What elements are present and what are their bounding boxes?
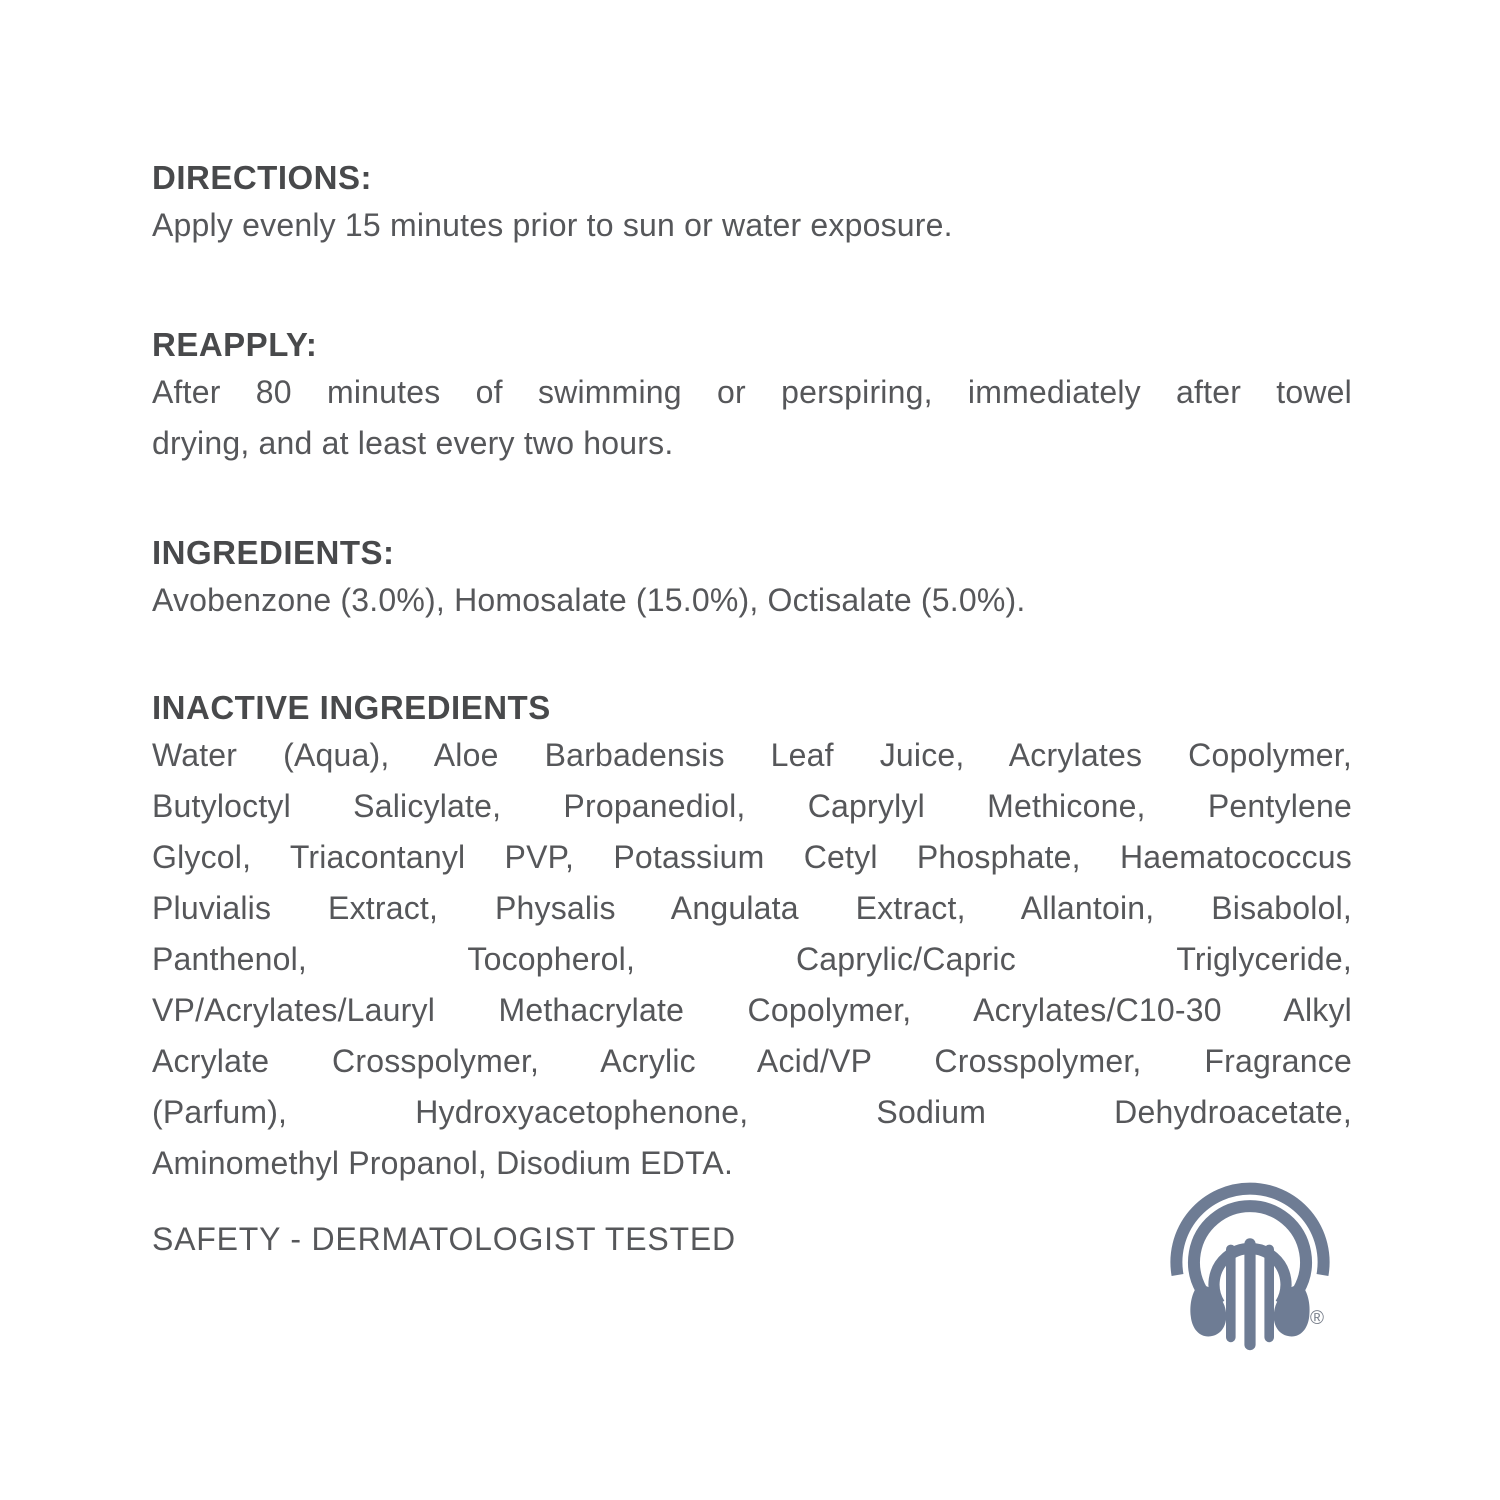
inactive-ingredients-heading: INACTIVE INGREDIENTS <box>152 689 551 726</box>
inactive-ingredients-line: Glycol, Triacontanyl PVP, Potassium Cetyl Phosphate, Haematococcus <box>152 839 1352 875</box>
section-ingredients <box>152 531 1352 626</box>
safety-statement: SAFETY - DERMATOLOGIST TESTED <box>152 1221 736 1257</box>
inactive-ingredients-line: Acrylate Crosspolymer, Acrylic Acid/VP Crosspolymer, Fragrance <box>152 1043 1352 1079</box>
label-text-column <box>152 156 1352 1261</box>
section-reapply <box>152 323 1352 469</box>
inactive-ingredients-line: Aminomethyl Propanol, Disodium EDTA. <box>152 1145 734 1181</box>
inactive-ingredients-line: (Parfum), Hydroxyacetophenone, Sodium Dehydroacetate, <box>152 1094 1352 1130</box>
nu-skin-fountain-icon <box>1170 1182 1330 1352</box>
brand-logo <box>1170 1182 1330 1352</box>
ingredients-heading: INGREDIENTS: <box>152 534 395 571</box>
section-directions <box>152 156 1352 251</box>
inactive-ingredients-line: Panthenol, Tocopherol, Caprylic/Capric Triglyceride, <box>152 941 1352 977</box>
inactive-ingredients-line: Water (Aqua), Aloe Barbadensis Leaf Juice, Acrylates Copolymer, <box>152 737 1352 773</box>
directions-body: Apply evenly 15 minutes prior to sun or water exposure. <box>152 207 953 243</box>
reapply-line: After 80 minutes of swimming or perspiring, immediately after towel <box>152 374 1352 410</box>
reapply-line: drying, and at least every two hours. <box>152 425 674 461</box>
reapply-body <box>152 367 1352 469</box>
reapply-heading: REAPPLY: <box>152 326 318 363</box>
ingredients-body: Avobenzone (3.0%), Homosalate (15.0%), Octisalate (5.0%). <box>152 582 1026 618</box>
directions-heading: DIRECTIONS: <box>152 159 372 196</box>
inactive-ingredients-line: VP/Acrylates/Lauryl Methacrylate Copolymer, Acrylates/C10-30 Alkyl <box>152 992 1352 1028</box>
section-inactive-ingredients <box>152 686 1352 1189</box>
inactive-ingredients-line: Butyloctyl Salicylate, Propanediol, Caprylyl Methicone, Pentylene <box>152 788 1352 824</box>
inactive-ingredients-line: Pluvialis Extract, Physalis Angulata Extract, Allantoin, Bisabolol, <box>152 890 1352 926</box>
inactive-ingredients-body <box>152 730 1352 1189</box>
registered-trademark-symbol: ® <box>1310 1308 1324 1329</box>
